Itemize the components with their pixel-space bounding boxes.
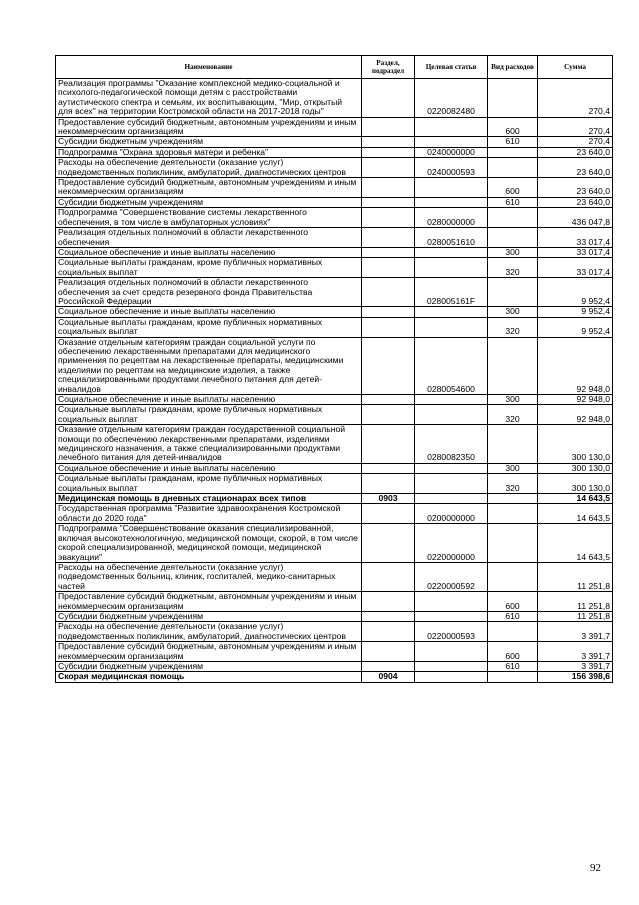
cell-kind [488,208,538,228]
cell-sum: 300 130,0 [538,463,613,473]
cell-sum: 33 017,4 [538,258,613,278]
cell-name: Социальные выплаты гражданам, кроме публичных нормативных социальных выплат [56,405,362,425]
cell-section [362,463,415,473]
cell-section [362,425,415,464]
cell-section [362,278,415,307]
cell-section [362,178,415,198]
cell-name: Подпрограмма "Охрана здоровья матери и ребенка" [56,147,362,157]
cell-section [362,661,415,671]
cell-sum: 270,4 [538,137,613,147]
cell-section [362,137,415,147]
cell-section [362,147,415,157]
cell-target [415,463,488,473]
cell-kind: 320 [488,405,538,425]
cell-name: Реализация отдельных полномочий в области лекарственного обеспечения [56,228,362,248]
table-row [56,317,613,337]
cell-section [362,592,415,612]
cell-kind [488,147,538,157]
cell-sum: 14 643,5 [538,524,613,563]
cell-name: Предоставление субсидий бюджетным, автономным учреждениям и иным некоммерческим организациям [56,117,362,137]
cell-sum: 33 017,4 [538,247,613,257]
cell-section [362,405,415,425]
cell-target [415,307,488,317]
cell-name: Социальное обеспечение и иные выплаты населению [56,463,362,473]
cell-name: Социальное обеспечение и иные выплаты населению [56,395,362,405]
cell-kind [488,622,538,642]
cell-sum: 33 017,4 [538,228,613,248]
cell-kind: 610 [488,661,538,671]
table-row [56,622,613,642]
cell-sum: 11 251,8 [538,592,613,612]
cell-section [362,208,415,228]
cell-name: Реализация отдельных полномочий в области лекарственного обеспечения за счет средств резервного фонда Правительства Российской Федерации [56,278,362,307]
cell-target [415,258,488,278]
table-row [56,208,613,228]
cell-kind [488,228,538,248]
cell-target [415,592,488,612]
cell-target: 0280051610 [415,228,488,248]
table-row [56,395,613,405]
cell-kind: 610 [488,197,538,207]
table-row [56,117,613,137]
cell-kind: 320 [488,317,538,337]
cell-sum: 3 391,7 [538,642,613,662]
cell-kind [488,494,538,504]
cell-target [415,672,488,682]
cell-name: Предоставление субсидий бюджетным, автономным учреждениям и иным некоммерческим организациям [56,642,362,662]
table-row [56,661,613,671]
cell-section [362,158,415,178]
page-number: 92 [590,862,601,874]
cell-sum: 14 643,5 [538,494,613,504]
cell-target: 0200000000 [415,504,488,524]
table-row [56,247,613,257]
cell-target: 0280054600 [415,337,488,394]
cell-section [362,258,415,278]
table-row [56,425,613,464]
table-row [56,592,613,612]
cell-target: 0280000000 [415,208,488,228]
cell-name: Медицинская помощь в дневных стационарах всех типов [56,494,362,504]
cell-target: 0220000592 [415,562,488,591]
cell-sum: 436 047,8 [538,208,613,228]
cell-kind: 300 [488,395,538,405]
cell-target [415,611,488,621]
cell-target [415,405,488,425]
cell-section [362,504,415,524]
cell-section [362,395,415,405]
cell-sum: 300 130,0 [538,425,613,464]
cell-target: 0220000593 [415,622,488,642]
cell-name: Расходы на обеспечение деятельности (оказание услуг) подведомственных больниц, клиник, госпиталей, медико-санитарных частей [56,562,362,591]
budget-table [55,55,613,683]
cell-sum: 14 643,5 [538,504,613,524]
cell-sum: 9 952,4 [538,307,613,317]
cell-section [362,247,415,257]
cell-name: Реализация программы "Оказание комплексной медико-социальной и психолого-педагогической помощи детям с расстройствами аутистического спектра и семьям, их воспитывающим, "Мир, открытый для всех" на территории Костромской области на 2017-2018 годы" [56,79,362,118]
cell-kind: 320 [488,258,538,278]
cell-target [415,642,488,662]
header-sum: Сумма [538,56,613,79]
cell-name: Предоставление субсидий бюджетным, автономным учреждениям и иным некоммерческим организациям [56,178,362,198]
cell-section [362,117,415,137]
table-row [56,178,613,198]
cell-sum: 11 251,8 [538,562,613,591]
cell-section [362,611,415,621]
cell-target [415,474,488,494]
cell-kind: 300 [488,307,538,317]
cell-section [362,197,415,207]
cell-kind: 600 [488,642,538,662]
table-row [56,672,613,682]
cell-target [415,247,488,257]
cell-kind: 300 [488,463,538,473]
cell-section [362,307,415,317]
cell-kind: 610 [488,611,538,621]
cell-kind: 600 [488,178,538,198]
cell-target: 028005161F [415,278,488,307]
cell-target [415,395,488,405]
cell-kind [488,337,538,394]
cell-name: Социальные выплаты гражданам, кроме публичных нормативных социальных выплат [56,317,362,337]
cell-kind: 300 [488,247,538,257]
table-row [56,494,613,504]
cell-sum: 270,4 [538,79,613,118]
cell-section: 0904 [362,672,415,682]
cell-section [362,79,415,118]
cell-sum: 23 640,0 [538,147,613,157]
cell-target: 0240000593 [415,158,488,178]
header-name: Наименование [56,56,362,79]
table-row [56,642,613,662]
cell-sum: 9 952,4 [538,278,613,307]
cell-sum: 3 391,7 [538,622,613,642]
table-row [56,197,613,207]
table-row [56,337,613,394]
cell-name: Социальные выплаты гражданам, кроме публичных нормативных социальных выплат [56,258,362,278]
cell-name: Социальные выплаты гражданам, кроме публичных нормативных социальных выплат [56,474,362,494]
table-row [56,562,613,591]
table-row [56,79,613,118]
table-row [56,147,613,157]
cell-sum: 23 640,0 [538,197,613,207]
table-header-row [56,56,613,79]
table-row [56,137,613,147]
cell-name: Субсидии бюджетным учреждениям [56,197,362,207]
cell-target [415,137,488,147]
cell-target [415,197,488,207]
cell-name: Социальное обеспечение и иные выплаты населению [56,247,362,257]
cell-name: Оказание отдельным категориям граждан социальной услуги по обеспечению лекарственными препаратами для медицинского применения по рецептам на лекарственные препараты, медицинскими изделиями по рецептам на медицинские изделия, а также специализированными продуктами лечебного питания для детей-инвалидов [56,337,362,394]
table-row [56,611,613,621]
table-row [56,463,613,473]
cell-sum: 92 948,0 [538,395,613,405]
table-row [56,158,613,178]
cell-name: Скорая медицинская помощь [56,672,362,682]
cell-name: Подпрограмма "Совершенствование системы лекарственного обеспечения, в том числе в амбулаторных условиях" [56,208,362,228]
table-body [56,79,613,683]
cell-name: Государственная программа "Развитие здравоохранения Костромской области до 2020 года" [56,504,362,524]
cell-sum: 3 391,7 [538,661,613,671]
header-target: Целевая статья [415,56,488,79]
cell-kind [488,278,538,307]
cell-target: 0220082480 [415,79,488,118]
cell-sum: 23 640,0 [538,178,613,198]
cell-kind [488,158,538,178]
cell-sum: 11 251,8 [538,611,613,621]
cell-kind [488,79,538,118]
cell-section [362,474,415,494]
header-kind: Вид расходов [488,56,538,79]
cell-sum: 23 640,0 [538,158,613,178]
cell-kind: 610 [488,137,538,147]
cell-kind [488,425,538,464]
cell-name: Расходы на обеспечение деятельности (оказание услуг) подведомственных поликлиник, амбулаторий, диагностических центров [56,622,362,642]
cell-kind [488,562,538,591]
cell-sum: 300 130,0 [538,474,613,494]
table-row [56,228,613,248]
cell-kind [488,504,538,524]
cell-target [415,494,488,504]
cell-kind: 600 [488,117,538,137]
cell-section [362,622,415,642]
table-row [56,524,613,563]
table-row [56,504,613,524]
cell-name: Расходы на обеспечение деятельности (оказание услуг) подведомственных поликлиник, амбулаторий, диагностических центров [56,158,362,178]
cell-sum: 92 948,0 [538,405,613,425]
cell-target: 0220000000 [415,524,488,563]
cell-target [415,178,488,198]
cell-kind [488,524,538,563]
cell-target: 0280082350 [415,425,488,464]
table-row [56,405,613,425]
cell-name: Субсидии бюджетным учреждениям [56,661,362,671]
header-section: Раздел, подраздел [362,56,415,79]
cell-name: Подпрограмма "Совершенствование оказания специализированной, включая высокотехнологичную, медицинской помощи, скорой, в том числе скорой специализированной, медицинской помощи, медицинской эвакуации" [56,524,362,563]
table-row [56,307,613,317]
table-row [56,474,613,494]
cell-section [362,562,415,591]
cell-target [415,317,488,337]
cell-target [415,661,488,671]
table-row [56,278,613,307]
cell-target: 0240000000 [415,147,488,157]
table-row [56,258,613,278]
cell-section [362,337,415,394]
cell-sum: 156 398,6 [538,672,613,682]
cell-name: Оказание отдельным категориям граждан государственной социальной помощи по обеспечению лекарственными препаратами, изделиями медицинского назначения, а также специализированными продуктами лечебного питания для детей-инвалидов [56,425,362,464]
cell-name: Субсидии бюджетным учреждениям [56,137,362,147]
cell-section [362,524,415,563]
cell-target [415,117,488,137]
cell-sum: 92 948,0 [538,337,613,394]
cell-kind: 320 [488,474,538,494]
cell-section [362,228,415,248]
cell-kind [488,672,538,682]
cell-kind: 600 [488,592,538,612]
cell-section: 0903 [362,494,415,504]
cell-name: Предоставление субсидий бюджетным, автономным учреждениям и иным некоммерческим организациям [56,592,362,612]
cell-sum: 9 952,4 [538,317,613,337]
cell-name: Субсидии бюджетным учреждениям [56,611,362,621]
budget-table-sheet [55,55,612,683]
cell-section [362,642,415,662]
cell-sum: 270,4 [538,117,613,137]
cell-name: Социальное обеспечение и иные выплаты населению [56,307,362,317]
cell-section [362,317,415,337]
